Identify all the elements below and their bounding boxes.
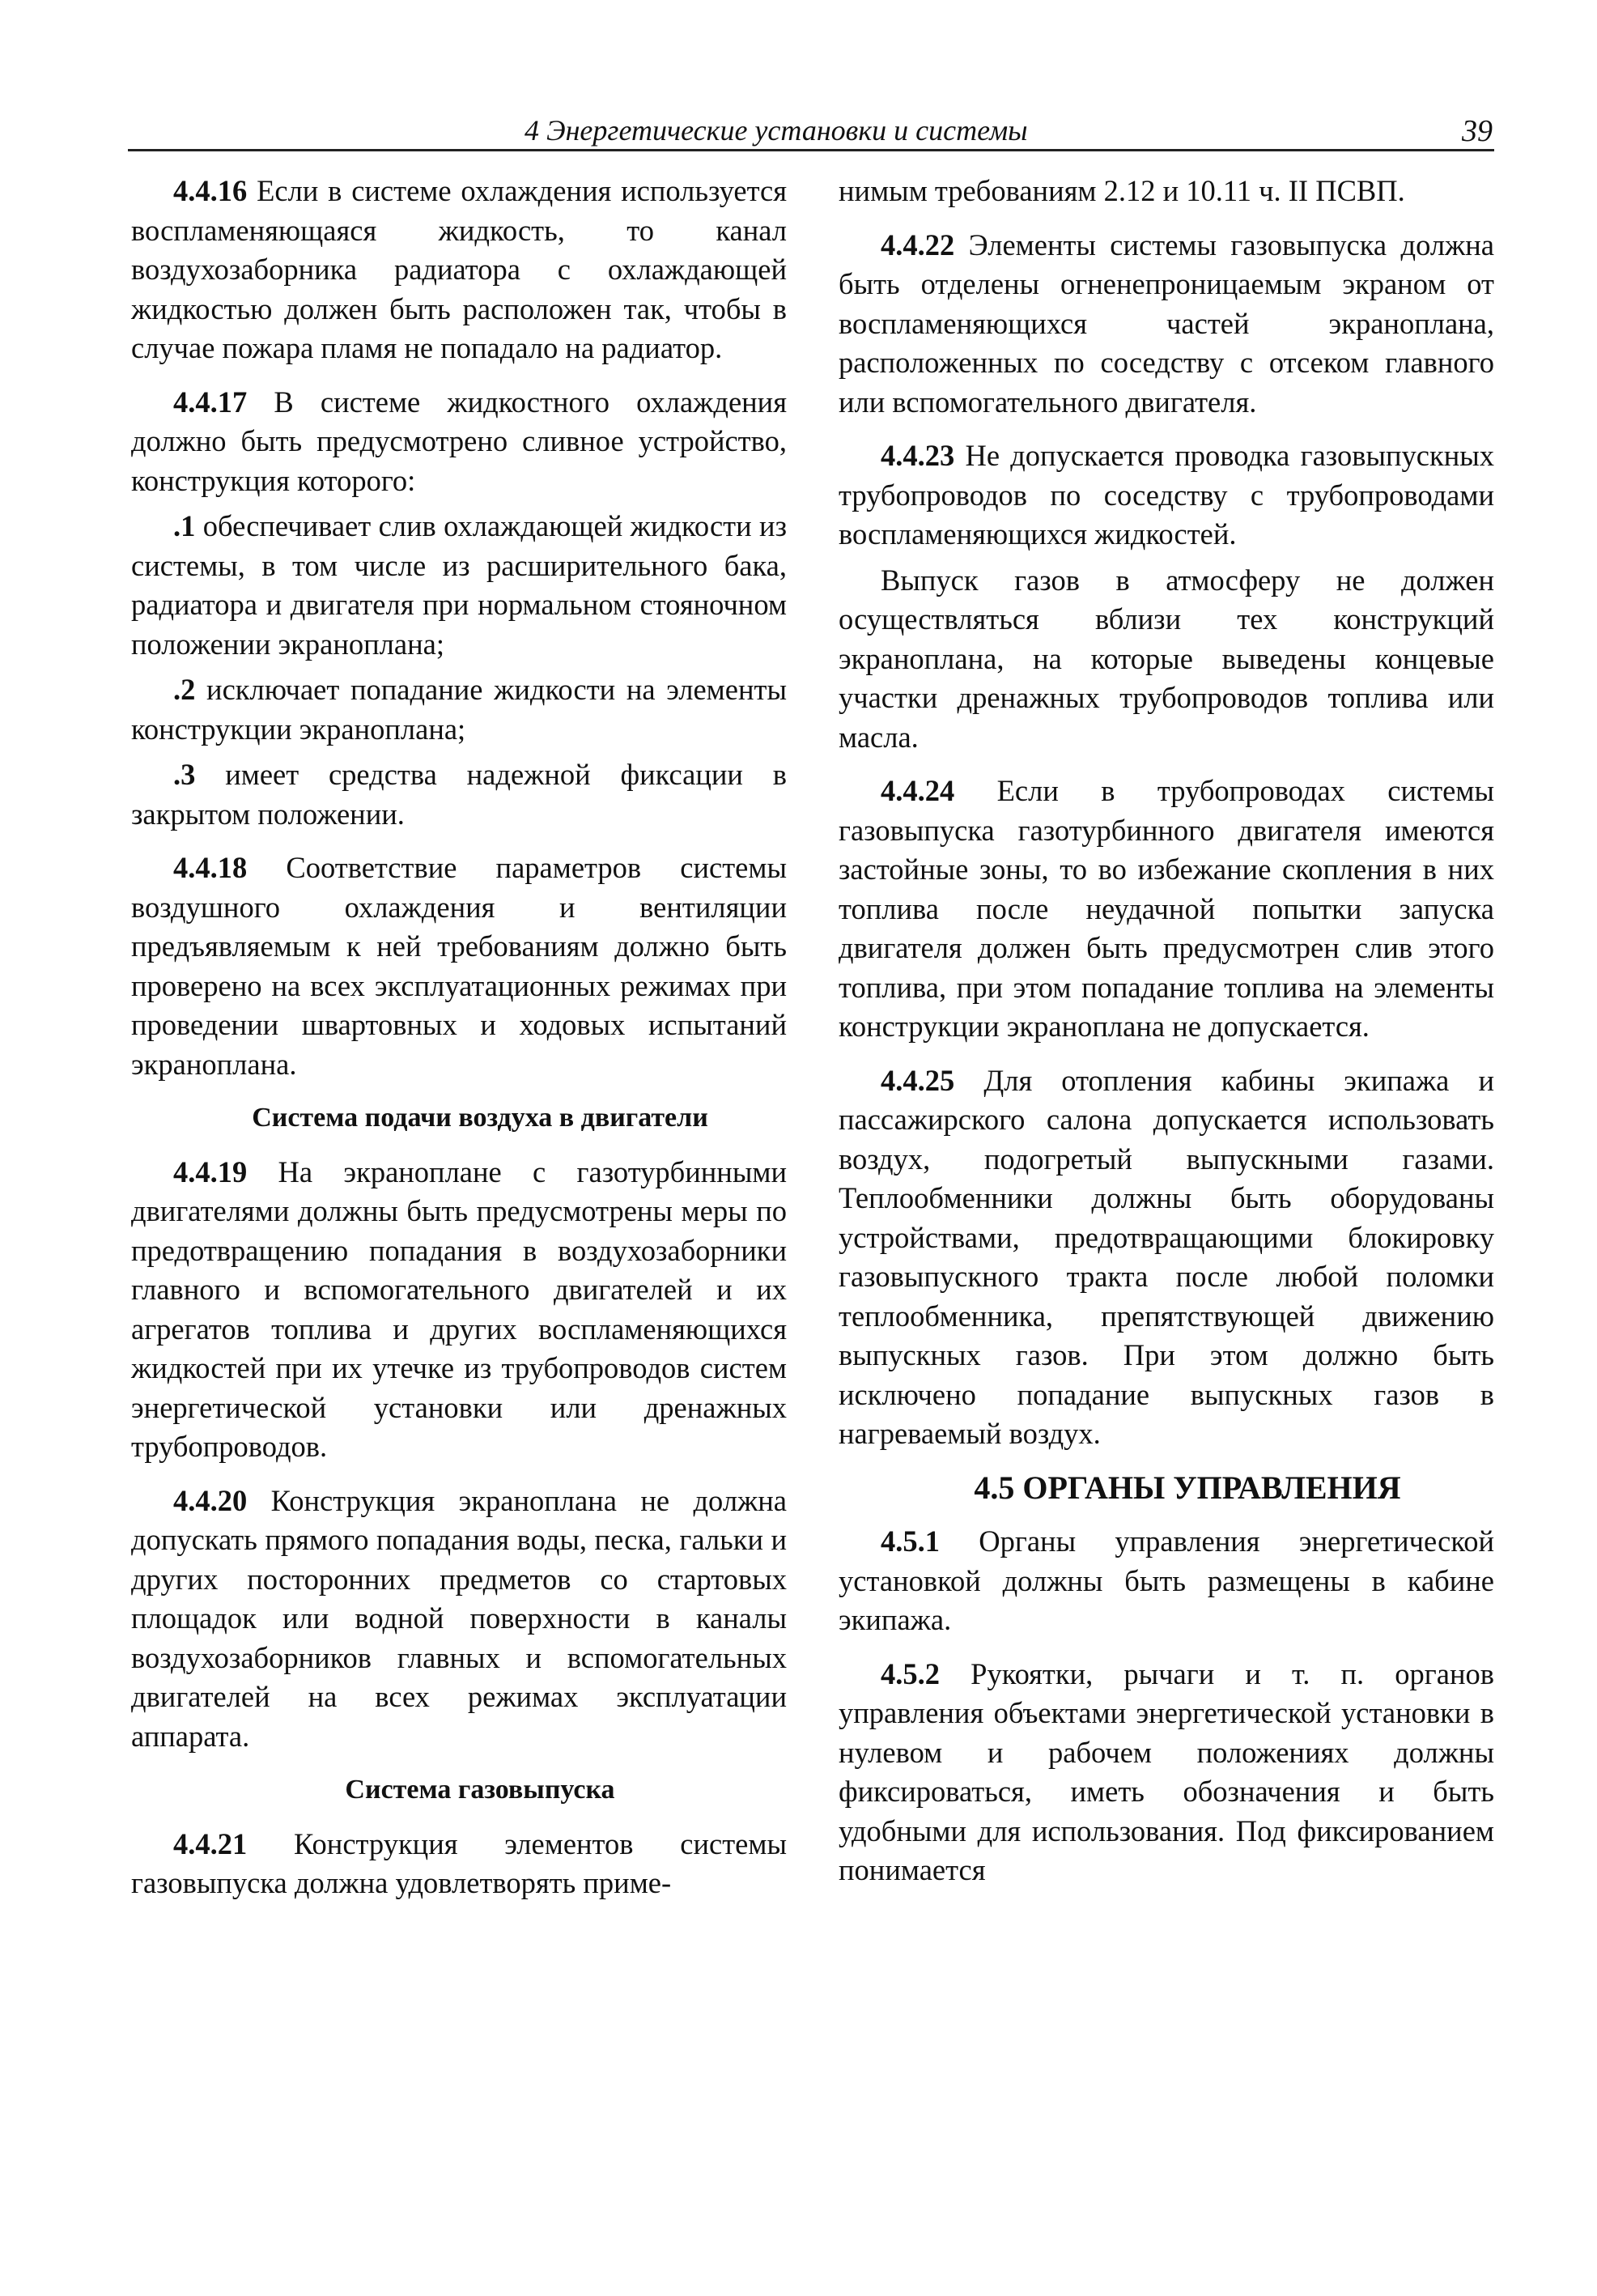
paragraph-4-4-21 [131,1825,787,1903]
clause-number: 4.4.18 [173,851,248,884]
paragraph-4-4-17 [131,383,787,501]
paragraph-4-5-1 [839,1522,1494,1640]
clause-text: Рукоятки, рычаги и т. п. органов управления объектами энергетической установки в нулевом и рабочем положениях должны фиксироваться, иметь обозначения и быть удобными для использования. Под фиксированием понимается [839,1656,1494,1886]
item-number: .2 [173,673,196,706]
page-number: 39 [1462,114,1493,148]
running-header [128,105,1494,151]
paragraph-4-4-25 [839,1061,1494,1454]
clause-text: Органы управления энергетической установкой должны быть размещены в кабине экипажа. [839,1524,1494,1636]
clause-number: 4.4.16 [173,174,248,207]
clause-text: Конструкция элементов системы газовыпуска должна удовлетворять приме- [131,1826,787,1899]
paragraph-4-4-23 [839,436,1494,555]
header-title: 4 Энергетические установки и системы [525,114,1028,147]
clause-text: Элементы системы газовыпуска должна быть отделены огненепроницаемым экраном от воспламеняющихся частей экраноплана, расположенных по соседству с отсеком главного или вспомогательного двигателя. [839,227,1494,419]
paragraph-4-4-23-second: Выпуск газов в атмосферу не должен осуществляться вблизи тех конструкций экраноплана, на которые выведены концевые участки дренажных трубопроводов топлива или масла. [839,563,1494,754]
subheading-exhaust: Система газовыпуска [345,1775,615,1805]
item-text: исключает попадание жидкости на элементы конструкции экраноплана; [131,673,787,746]
clause-number: 4.4.23 [881,439,955,472]
clause-number: 4.4.25 [881,1063,955,1097]
clause-number: 4.4.19 [173,1154,248,1188]
clause-number: 4.5.2 [881,1656,940,1690]
paragraph-4-4-18 [131,848,787,1084]
clause-text: На экраноплане с газотурбинными двигателями должны быть предусмотрены меры по предотвращению попадания в воздухозаборники главного и вспомогательного двигателей и их агрегатов топлива и других воспламеняющихся жидкостей при их утечке из трубопроводов систем энергетической установки или дренажных трубопроводов. [131,1154,787,1463]
list-item-3 [131,755,787,834]
clause-number: 4.4.20 [173,1483,248,1517]
paragraph-4-4-21-continued: нимым требованиям 2.12 и 10.11 ч. II ПСВП. [839,174,1405,207]
item-number: .3 [173,758,196,791]
clause-text: В системе жидкостного охлаждения должно быть предусмотрено сливное устройство, конструкция которого: [131,385,787,497]
clause-text: Конструкция экраноплана не должна допускать прямого попадания воды, песка, гальки и других посторонних предметов со стартовых площадок или водной поверхности в каналы воздухозаборников главных и вспомогательных двигателей на всех режимах эксплуатации аппарата. [131,1483,787,1753]
clause-text: Не допускается проводка газовыпускных трубопроводов по соседству с трубопроводами воспламеняющихся жидкостей. [839,439,1494,551]
paragraph-4-4-16 [131,172,787,368]
clause-number: 4.4.22 [881,227,955,261]
section-heading-4-5: 4.5 ОРГАНЫ УПРАВЛЕНИЯ [974,1469,1401,1506]
clause-number: 4.4.21 [173,1826,248,1860]
clause-text: Если в трубопроводах системы газовыпуска газотурбинного двигателя имеются застойные зоны, то во избежание скопления в них топлива после неудачной попытки запуска двигателя должен быть предусмотрен слив этого топлива, при этом попадание топлива на элементы конструкции экраноплана не допускается. [839,774,1494,1043]
item-number: .1 [173,509,196,542]
list-item-2 [131,670,787,749]
paragraph-4-4-22 [839,226,1494,423]
right-column [839,172,1494,1905]
item-text: имеет средства надежной фиксации в закрытом положении. [131,758,787,831]
clause-text: Если в системе охлаждения используется воспламеняющаяся жидкость, то канал воздухозаборника радиатора с охлаждающей жидкостью должен быть расположен так, чтобы в случае пожара пламя не попадало на радиатор. [131,174,787,364]
clause-number: 4.4.17 [173,385,248,419]
clause-number: 4.5.1 [881,1524,940,1558]
list-item-1 [131,507,787,664]
item-text: обеспечивает слив охлаждающей жидкости из системы, в том числе из расширительного бака, радиатора и двигателя при нормальном стояночном положении экраноплана; [131,509,787,661]
paragraph-4-5-2 [839,1655,1494,1890]
clause-text: Соответствие параметров системы воздушного охлаждения и вентиляции предъявляемым к ней требованиям должно быть проверено на всех эксплуатационных режимах при проведении швартовных и ходовых испытаний экраноплана. [131,851,787,1081]
subheading-air-supply: Система подачи воздуха в двигатели [252,1103,708,1133]
clause-text: Для отопления кабины экипажа и пассажирского салона допускается использовать воздух, подогретый выпускными газами. Теплообменники должны быть оборудованы устройствами, предотвращающими блокировку газовыпускного тракта после любой поломки теплообменника, препятствующей движению выпускных газов. При этом должно быть исключено попадание выпускных газов в нагреваемый воздух. [839,1063,1494,1450]
left-column [131,172,787,1918]
paragraph-4-4-24 [839,772,1494,1047]
clause-number: 4.4.24 [881,774,955,807]
paragraph-4-4-20 [131,1482,787,1757]
paragraph-4-4-19 [131,1153,787,1467]
